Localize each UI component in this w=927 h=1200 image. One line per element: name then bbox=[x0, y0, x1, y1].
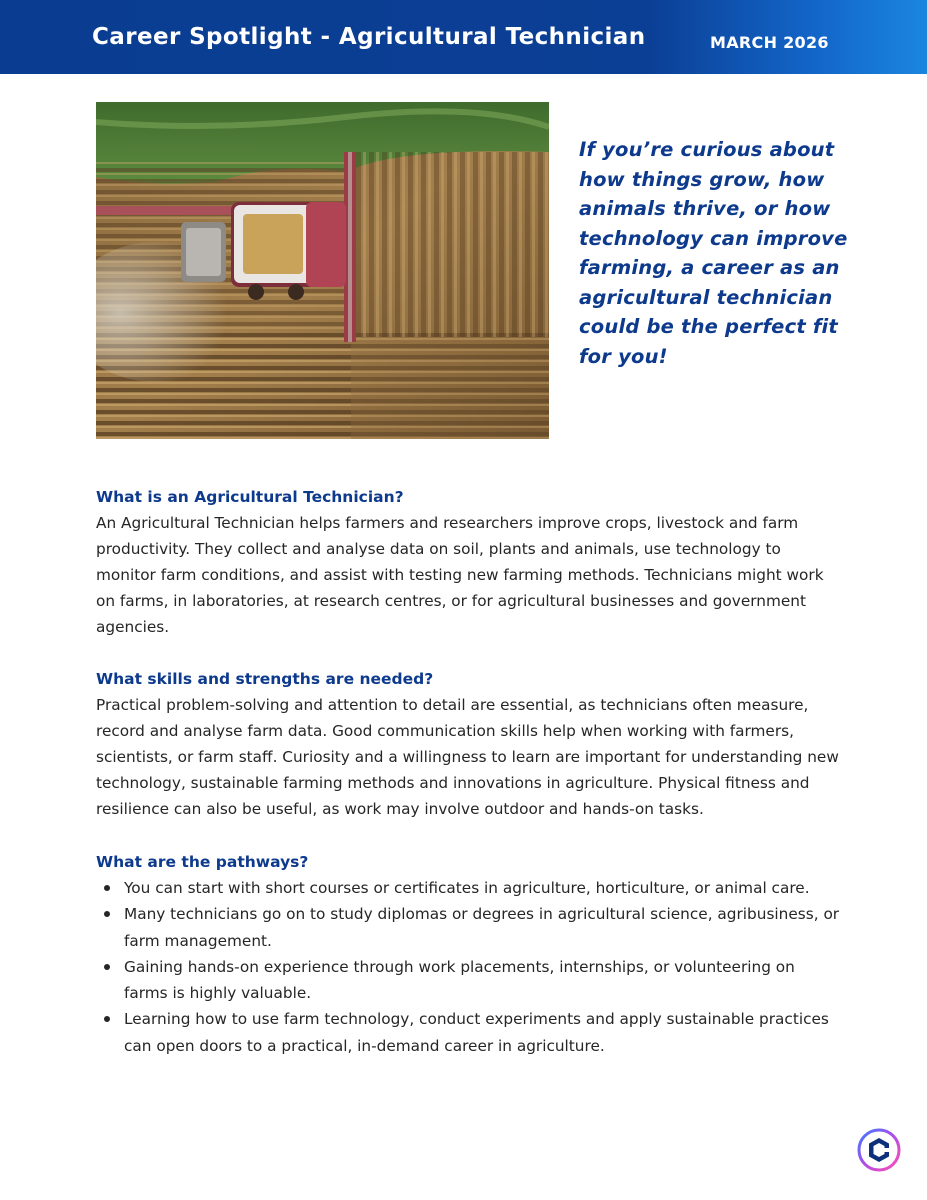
intro-quote: If you’re curious about how things grow, how animals thrive, or how technology can improve farming, a career as an agricultural technician could be the perfect fit for you! bbox=[579, 138, 848, 368]
bullet-icon bbox=[104, 964, 110, 970]
section-heading-pathways: What are the pathways? bbox=[96, 853, 309, 871]
pathways-list bbox=[96, 875, 841, 1059]
c-logo-icon bbox=[856, 1127, 902, 1173]
section-pathways bbox=[96, 849, 841, 1059]
page-title: Career Spotlight - Agricultural Technician bbox=[92, 24, 646, 50]
section-skills bbox=[96, 666, 841, 822]
hero-photo bbox=[96, 102, 549, 439]
list-item bbox=[96, 901, 841, 954]
list-item bbox=[96, 875, 841, 901]
list-item bbox=[96, 954, 841, 1007]
section-body-what-is: An Agricultural Technician helps farmers and researchers improve crops, livestock and farm productivity. They collect and analyse data on soil, plants and animals, use technology to monitor farm conditions, and assist with testing new farming methods. Technicians might work on farms, in laboratories, at research centres, or for agricultural businesses and government agencies. bbox=[96, 514, 824, 636]
bullet-icon bbox=[104, 1016, 110, 1022]
section-heading-what-is: What is an Agricultural Technician? bbox=[96, 488, 404, 506]
list-item-text: Many technicians go on to study diplomas or degrees in agricultural science, agribusiness, or farm management. bbox=[124, 905, 840, 950]
bullet-icon bbox=[104, 885, 110, 891]
list-item-text: You can start with short courses or certificates in agriculture, horticulture, or animal care. bbox=[124, 879, 810, 897]
bullet-icon bbox=[104, 911, 110, 917]
list-item-text: Gaining hands-on experience through work placements, internships, or volunteering on farms is highly valuable. bbox=[124, 957, 795, 1003]
section-heading-skills: What skills and strengths are needed? bbox=[96, 670, 434, 688]
list-item bbox=[96, 1006, 841, 1059]
list-item-text: Learning how to use farm technology, conduct experiments and apply sustainable practices can open doors to a practical, in-demand career in agriculture. bbox=[124, 1010, 829, 1055]
issue-date: MARCH 2026 bbox=[710, 33, 829, 52]
section-body-skills: Practical problem-solving and attention to detail are essential, as technicians often measure, record and analyse farm data. Good communication skills help when working with farmers, scientists, or farm staff. Curiosity and a willingness to learn are important for understanding new technology, sustainable farming methods and innovations in agriculture. Physical fitness and resilience can also be useful, as work may involve outdoor and hands-on tasks. bbox=[96, 696, 839, 818]
section-what-is bbox=[96, 484, 841, 640]
header-banner bbox=[0, 0, 927, 74]
